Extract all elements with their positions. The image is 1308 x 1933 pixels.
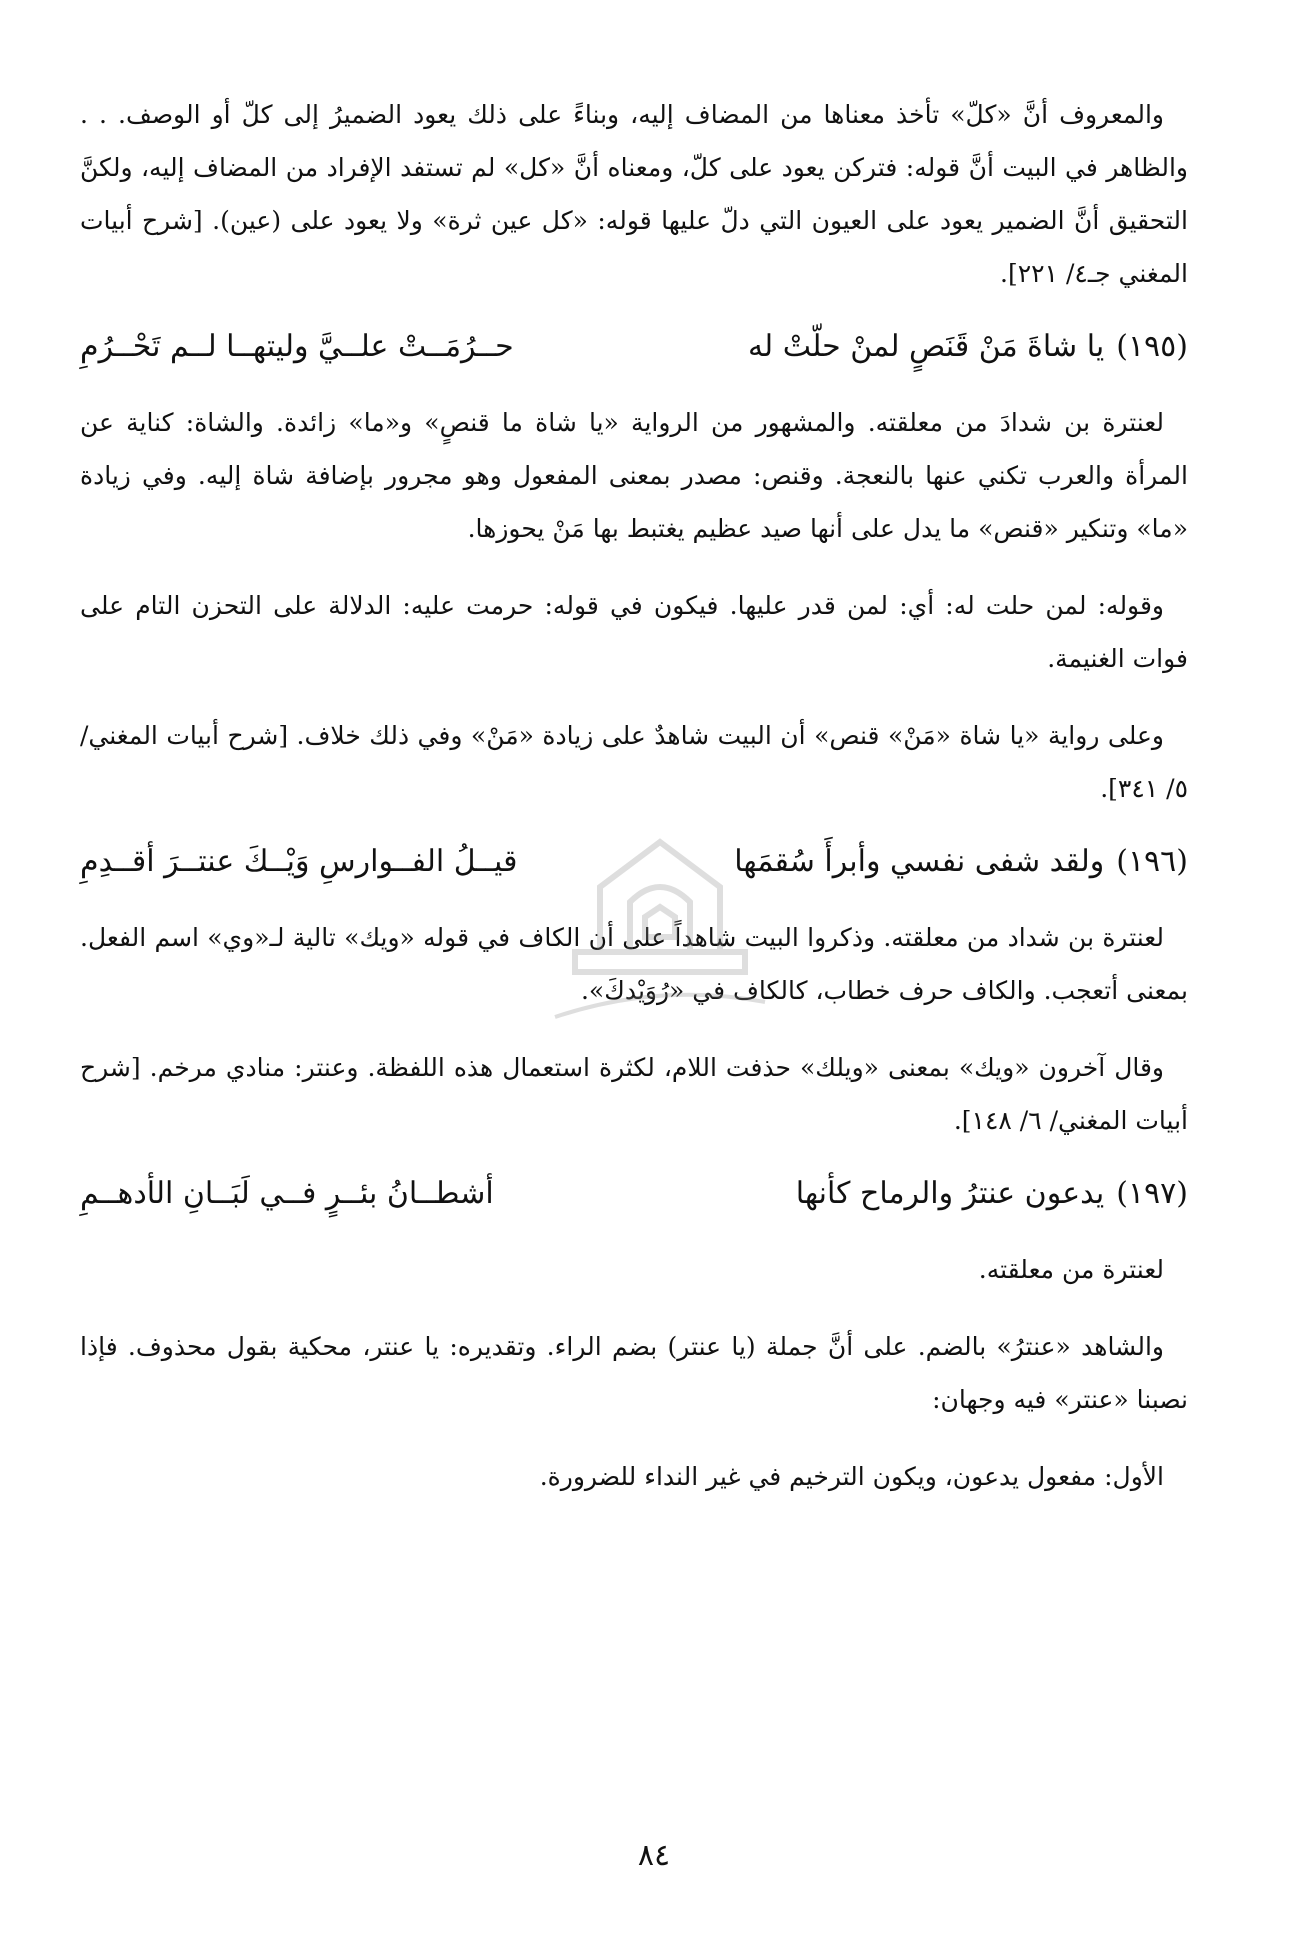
verse-second-hemistich: أشطــانُ بئــرٍ فــي لَبَــانِ الأدهــمِ — [80, 1176, 494, 1211]
paragraph-commentary-195: لعنترة بن شدادَ من معلقته. والمشهور من الرواية «يا شاة ما قنصٍ» و«ما» زائدة. والشاة: كناية عن المرأة والعرب تكني عنها بالنعجة. وقنص: مصدر بمعنى المفعول وهو مجرور بإضافة شاة إليه. وفي زيادة «ما» وتنكير «قنص» ما يدل على أنها صيد عظيم يغتبط بها مَنْ يحوزها. — [80, 408, 1188, 543]
paragraph-commentary-196: لعنترة بن شداد من معلقته. وذكروا البيت شاهداً على أن الكاف في قوله «ويك» تالية لـ«وي» اسم الفعل. بمعنى أتعجب. والكاف حرف خطاب، كالكاف في «رُوَيْدكَ». — [80, 923, 1188, 1005]
paragraph-commentary-195-c: وعلى رواية «يا شاة «مَنْ» قنص» أن البيت شاهدٌ على زيادة «مَنْ» وفي ذلك خلاف. [شرح أبيات المغني/ ٥/ ٣٤١]. — [80, 721, 1188, 803]
verse-first-hemistich: يا شاةَ مَنْ قَنَصٍ لمنْ حلّتْ له — [747, 329, 1105, 364]
library-watermark-icon — [545, 832, 775, 1032]
paragraph-commentary-196-b: وقال آخرون «ويك» بمعنى «ويلك» حذفت اللام، لكثرة استعمال هذه اللفظة. وعنتر: منادي مرخم. [شرح أبيات المغني/ ٦/ ١٤٨]. — [80, 1053, 1188, 1135]
verse-number: (١٩٦) — [1116, 844, 1188, 879]
paragraph-commentary-197-b: والشاهد «عنترُ» بالضم. على أنَّ جملة (يا عنتر) بضم الراء. وتقديره: يا عنتر، محكية بقول محذوف. فإذا نصبنا «عنتر» فيه وجهان: — [80, 1332, 1188, 1414]
verse-first-hemistich: يدعون عنترُ والرماح كأنها — [795, 1176, 1105, 1211]
verse-number: (١٩٧) — [1116, 1176, 1188, 1211]
verse-number: (١٩٥) — [1116, 329, 1188, 364]
verse-second-hemistich: حــرُمَــتْ علــيَّ وليتهــا لــم تَحْــرُمِ — [80, 329, 514, 364]
page-number: ٨٤ — [637, 1838, 671, 1873]
paragraph-commentary-195-b: وقوله: لمن حلت له: أي: لمن قدر عليها. فيكون في قوله: حرمت عليه: الدلالة على التحزن التام على فوات الغنيمة. — [80, 591, 1188, 673]
paragraph-intro: والمعروف أنَّ «كلّ» تأخذ معناها من المضاف إليه، وبناءً على ذلك يعود الضميرُ إلى كلّ أو الوصف. . . والظاهر في البيت أنَّ قوله: فتركن يعود على كلّ، ومعناه أنَّ «كل» لم تستفد الإفراد من المضاف إليه، ولكنَّ التحقيق أنَّ الضمير يعود على العيون التي دلّ عليها قوله: «كل عين ثرة» ولا يعود على (عين). [شرح أبيات المغني جـ٤/ ٢٢١]. — [80, 100, 1188, 288]
paragraph-commentary-197: لعنترة من معلقته. — [978, 1255, 1164, 1284]
verse-195 — [80, 318, 1188, 376]
paragraph-commentary-197-c: الأول: مفعول يدعون، ويكون الترخيم في غير النداء للضرورة. — [539, 1462, 1164, 1491]
verse-first-hemistich: ولقد شفى نفسي وأبرأَ سُقمَها — [734, 844, 1105, 879]
verse-197 — [80, 1165, 1188, 1223]
verse-second-hemistich: قيــلُ الفــوارسِ وَيْــكَ عنتــرَ أقــدِمِ — [80, 844, 518, 879]
page-body — [80, 88, 1188, 1503]
